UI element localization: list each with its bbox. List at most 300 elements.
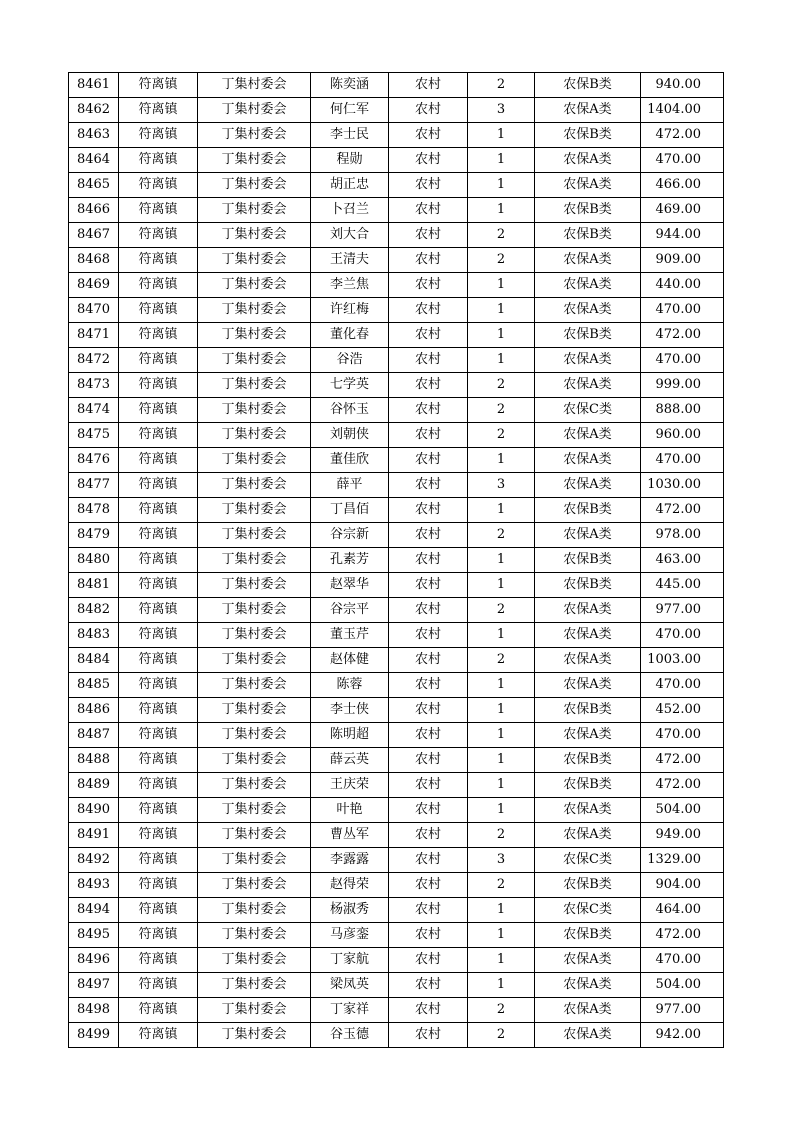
town-cell: 符离镇 xyxy=(119,423,198,448)
household-size-cell: 1 xyxy=(468,348,535,373)
amount-cell: 1003.00 xyxy=(641,648,724,673)
table-row xyxy=(69,448,724,473)
area-type-cell: 农村 xyxy=(389,948,468,973)
category-cell: 农保B类 xyxy=(535,748,641,773)
serial-number-cell: 8474 xyxy=(69,398,119,423)
area-type-cell: 农村 xyxy=(389,248,468,273)
name-cell: 赵翠华 xyxy=(311,573,389,598)
area-type-cell: 农村 xyxy=(389,223,468,248)
town-cell: 符离镇 xyxy=(119,623,198,648)
table-row xyxy=(69,898,724,923)
category-cell: 农保B类 xyxy=(535,123,641,148)
town-cell: 符离镇 xyxy=(119,273,198,298)
area-type-cell: 农村 xyxy=(389,298,468,323)
category-cell: 农保C类 xyxy=(535,398,641,423)
serial-number-cell: 8499 xyxy=(69,1023,119,1048)
serial-number-cell: 8497 xyxy=(69,973,119,998)
name-cell: 陈蓉 xyxy=(311,673,389,698)
area-type-cell: 农村 xyxy=(389,998,468,1023)
category-cell: 农保B类 xyxy=(535,323,641,348)
area-type-cell: 农村 xyxy=(389,173,468,198)
table-row xyxy=(69,648,724,673)
household-size-cell: 1 xyxy=(468,973,535,998)
village-committee-cell: 丁集村委会 xyxy=(198,148,311,173)
category-cell: 农保A类 xyxy=(535,723,641,748)
serial-number-cell: 8484 xyxy=(69,648,119,673)
category-cell: 农保A类 xyxy=(535,998,641,1023)
name-cell: 谷玉德 xyxy=(311,1023,389,1048)
town-cell: 符离镇 xyxy=(119,398,198,423)
table-row xyxy=(69,473,724,498)
table-row xyxy=(69,398,724,423)
village-committee-cell: 丁集村委会 xyxy=(198,648,311,673)
area-type-cell: 农村 xyxy=(389,523,468,548)
area-type-cell: 农村 xyxy=(389,373,468,398)
village-committee-cell: 丁集村委会 xyxy=(198,623,311,648)
town-cell: 符离镇 xyxy=(119,1023,198,1048)
category-cell: 农保A类 xyxy=(535,273,641,298)
amount-cell: 440.00 xyxy=(641,273,724,298)
area-type-cell: 农村 xyxy=(389,648,468,673)
table-row xyxy=(69,798,724,823)
serial-number-cell: 8476 xyxy=(69,448,119,473)
table-row xyxy=(69,273,724,298)
name-cell: 陈明超 xyxy=(311,723,389,748)
village-committee-cell: 丁集村委会 xyxy=(198,423,311,448)
amount-cell: 504.00 xyxy=(641,973,724,998)
area-type-cell: 农村 xyxy=(389,898,468,923)
town-cell: 符离镇 xyxy=(119,898,198,923)
amount-cell: 940.00 xyxy=(641,73,724,98)
table-row xyxy=(69,923,724,948)
table-row xyxy=(69,723,724,748)
area-type-cell: 农村 xyxy=(389,698,468,723)
town-cell: 符离镇 xyxy=(119,473,198,498)
amount-cell: 470.00 xyxy=(641,298,724,323)
area-type-cell: 农村 xyxy=(389,548,468,573)
area-type-cell: 农村 xyxy=(389,98,468,123)
serial-number-cell: 8465 xyxy=(69,173,119,198)
household-size-cell: 2 xyxy=(468,523,535,548)
amount-cell: 445.00 xyxy=(641,573,724,598)
household-size-cell: 1 xyxy=(468,123,535,148)
amount-cell: 470.00 xyxy=(641,448,724,473)
village-committee-cell: 丁集村委会 xyxy=(198,398,311,423)
serial-number-cell: 8471 xyxy=(69,323,119,348)
serial-number-cell: 8482 xyxy=(69,598,119,623)
category-cell: 农保A类 xyxy=(535,673,641,698)
village-committee-cell: 丁集村委会 xyxy=(198,773,311,798)
amount-cell: 977.00 xyxy=(641,598,724,623)
table-row xyxy=(69,598,724,623)
amount-cell: 464.00 xyxy=(641,898,724,923)
name-cell: 梁凤英 xyxy=(311,973,389,998)
household-size-cell: 1 xyxy=(468,748,535,773)
category-cell: 农保A类 xyxy=(535,448,641,473)
serial-number-cell: 8467 xyxy=(69,223,119,248)
household-size-cell: 1 xyxy=(468,448,535,473)
table-row xyxy=(69,498,724,523)
area-type-cell: 农村 xyxy=(389,348,468,373)
village-committee-cell: 丁集村委会 xyxy=(198,198,311,223)
table-row xyxy=(69,1023,724,1048)
area-type-cell: 农村 xyxy=(389,823,468,848)
household-size-cell: 1 xyxy=(468,173,535,198)
village-committee-cell: 丁集村委会 xyxy=(198,498,311,523)
serial-number-cell: 8478 xyxy=(69,498,119,523)
area-type-cell: 农村 xyxy=(389,848,468,873)
name-cell: 马彦銮 xyxy=(311,923,389,948)
household-size-cell: 2 xyxy=(468,248,535,273)
amount-cell: 452.00 xyxy=(641,698,724,723)
table-row xyxy=(69,773,724,798)
amount-cell: 904.00 xyxy=(641,873,724,898)
name-cell: 曹丛军 xyxy=(311,823,389,848)
category-cell: 农保A类 xyxy=(535,823,641,848)
household-size-cell: 1 xyxy=(468,798,535,823)
category-cell: 农保B类 xyxy=(535,73,641,98)
town-cell: 符离镇 xyxy=(119,848,198,873)
village-committee-cell: 丁集村委会 xyxy=(198,998,311,1023)
area-type-cell: 农村 xyxy=(389,923,468,948)
amount-cell: 470.00 xyxy=(641,348,724,373)
town-cell: 符离镇 xyxy=(119,373,198,398)
relief-roster-table xyxy=(68,72,724,1048)
town-cell: 符离镇 xyxy=(119,448,198,473)
amount-cell: 472.00 xyxy=(641,123,724,148)
amount-cell: 977.00 xyxy=(641,998,724,1023)
household-size-cell: 3 xyxy=(468,473,535,498)
household-size-cell: 2 xyxy=(468,1023,535,1048)
area-type-cell: 农村 xyxy=(389,273,468,298)
household-size-cell: 1 xyxy=(468,773,535,798)
serial-number-cell: 8498 xyxy=(69,998,119,1023)
category-cell: 农保B类 xyxy=(535,223,641,248)
town-cell: 符离镇 xyxy=(119,548,198,573)
household-size-cell: 1 xyxy=(468,723,535,748)
amount-cell: 472.00 xyxy=(641,773,724,798)
household-size-cell: 2 xyxy=(468,873,535,898)
area-type-cell: 农村 xyxy=(389,798,468,823)
household-size-cell: 1 xyxy=(468,948,535,973)
area-type-cell: 农村 xyxy=(389,448,468,473)
village-committee-cell: 丁集村委会 xyxy=(198,848,311,873)
name-cell: 孔素芳 xyxy=(311,548,389,573)
amount-cell: 469.00 xyxy=(641,198,724,223)
table-row xyxy=(69,523,724,548)
serial-number-cell: 8468 xyxy=(69,248,119,273)
serial-number-cell: 8477 xyxy=(69,473,119,498)
serial-number-cell: 8481 xyxy=(69,573,119,598)
category-cell: 农保A类 xyxy=(535,98,641,123)
serial-number-cell: 8480 xyxy=(69,548,119,573)
town-cell: 符离镇 xyxy=(119,173,198,198)
category-cell: 农保B类 xyxy=(535,773,641,798)
town-cell: 符离镇 xyxy=(119,348,198,373)
town-cell: 符离镇 xyxy=(119,223,198,248)
town-cell: 符离镇 xyxy=(119,648,198,673)
table-row xyxy=(69,423,724,448)
category-cell: 农保A类 xyxy=(535,298,641,323)
town-cell: 符离镇 xyxy=(119,573,198,598)
area-type-cell: 农村 xyxy=(389,673,468,698)
area-type-cell: 农村 xyxy=(389,723,468,748)
table-row xyxy=(69,973,724,998)
village-committee-cell: 丁集村委会 xyxy=(198,723,311,748)
table-row xyxy=(69,848,724,873)
village-committee-cell: 丁集村委会 xyxy=(198,873,311,898)
amount-cell: 470.00 xyxy=(641,623,724,648)
amount-cell: 944.00 xyxy=(641,223,724,248)
amount-cell: 999.00 xyxy=(641,373,724,398)
village-committee-cell: 丁集村委会 xyxy=(198,1023,311,1048)
serial-number-cell: 8466 xyxy=(69,198,119,223)
category-cell: 农保A类 xyxy=(535,373,641,398)
name-cell: 刘朝侠 xyxy=(311,423,389,448)
name-cell: 李兰焦 xyxy=(311,273,389,298)
amount-cell: 909.00 xyxy=(641,248,724,273)
name-cell: 刘大合 xyxy=(311,223,389,248)
name-cell: 赵得荣 xyxy=(311,873,389,898)
household-size-cell: 2 xyxy=(468,398,535,423)
serial-number-cell: 8475 xyxy=(69,423,119,448)
village-committee-cell: 丁集村委会 xyxy=(198,573,311,598)
village-committee-cell: 丁集村委会 xyxy=(198,173,311,198)
village-committee-cell: 丁集村委会 xyxy=(198,448,311,473)
name-cell: 谷宗平 xyxy=(311,598,389,623)
area-type-cell: 农村 xyxy=(389,323,468,348)
town-cell: 符离镇 xyxy=(119,323,198,348)
table-row xyxy=(69,123,724,148)
area-type-cell: 农村 xyxy=(389,148,468,173)
category-cell: 农保A类 xyxy=(535,148,641,173)
amount-cell: 960.00 xyxy=(641,423,724,448)
village-committee-cell: 丁集村委会 xyxy=(198,273,311,298)
category-cell: 农保A类 xyxy=(535,648,641,673)
category-cell: 农保A类 xyxy=(535,948,641,973)
name-cell: 王庆荣 xyxy=(311,773,389,798)
table-row xyxy=(69,548,724,573)
household-size-cell: 2 xyxy=(468,648,535,673)
household-size-cell: 2 xyxy=(468,998,535,1023)
household-size-cell: 1 xyxy=(468,898,535,923)
town-cell: 符离镇 xyxy=(119,773,198,798)
area-type-cell: 农村 xyxy=(389,473,468,498)
household-size-cell: 1 xyxy=(468,548,535,573)
name-cell: 薛云英 xyxy=(311,748,389,773)
town-cell: 符离镇 xyxy=(119,698,198,723)
village-committee-cell: 丁集村委会 xyxy=(198,523,311,548)
table-row xyxy=(69,73,724,98)
area-type-cell: 农村 xyxy=(389,623,468,648)
amount-cell: 949.00 xyxy=(641,823,724,848)
category-cell: 农保A类 xyxy=(535,523,641,548)
village-committee-cell: 丁集村委会 xyxy=(198,748,311,773)
name-cell: 杨淑秀 xyxy=(311,898,389,923)
household-size-cell: 1 xyxy=(468,673,535,698)
village-committee-cell: 丁集村委会 xyxy=(198,473,311,498)
town-cell: 符离镇 xyxy=(119,823,198,848)
name-cell: 丁家祥 xyxy=(311,998,389,1023)
amount-cell: 470.00 xyxy=(641,673,724,698)
area-type-cell: 农村 xyxy=(389,423,468,448)
table-row xyxy=(69,173,724,198)
village-committee-cell: 丁集村委会 xyxy=(198,548,311,573)
serial-number-cell: 8494 xyxy=(69,898,119,923)
town-cell: 符离镇 xyxy=(119,198,198,223)
name-cell: 李露露 xyxy=(311,848,389,873)
town-cell: 符离镇 xyxy=(119,523,198,548)
village-committee-cell: 丁集村委会 xyxy=(198,373,311,398)
area-type-cell: 农村 xyxy=(389,573,468,598)
serial-number-cell: 8490 xyxy=(69,798,119,823)
category-cell: 农保B类 xyxy=(535,573,641,598)
town-cell: 符离镇 xyxy=(119,723,198,748)
table-row xyxy=(69,998,724,1023)
household-size-cell: 1 xyxy=(468,573,535,598)
serial-number-cell: 8496 xyxy=(69,948,119,973)
serial-number-cell: 8492 xyxy=(69,848,119,873)
table-row xyxy=(69,98,724,123)
name-cell: 董化春 xyxy=(311,323,389,348)
name-cell: 许红梅 xyxy=(311,298,389,323)
serial-number-cell: 8486 xyxy=(69,698,119,723)
serial-number-cell: 8463 xyxy=(69,123,119,148)
table-row xyxy=(69,748,724,773)
town-cell: 符离镇 xyxy=(119,948,198,973)
village-committee-cell: 丁集村委会 xyxy=(198,323,311,348)
household-size-cell: 3 xyxy=(468,98,535,123)
town-cell: 符离镇 xyxy=(119,148,198,173)
household-size-cell: 2 xyxy=(468,73,535,98)
town-cell: 符离镇 xyxy=(119,748,198,773)
area-type-cell: 农村 xyxy=(389,398,468,423)
amount-cell: 470.00 xyxy=(641,948,724,973)
category-cell: 农保A类 xyxy=(535,423,641,448)
household-size-cell: 2 xyxy=(468,823,535,848)
table-row xyxy=(69,948,724,973)
amount-cell: 978.00 xyxy=(641,523,724,548)
area-type-cell: 农村 xyxy=(389,1023,468,1048)
household-size-cell: 1 xyxy=(468,623,535,648)
village-committee-cell: 丁集村委会 xyxy=(198,948,311,973)
category-cell: 农保A类 xyxy=(535,348,641,373)
serial-number-cell: 8470 xyxy=(69,298,119,323)
table-row xyxy=(69,223,724,248)
category-cell: 农保A类 xyxy=(535,623,641,648)
serial-number-cell: 8473 xyxy=(69,373,119,398)
table-row xyxy=(69,573,724,598)
area-type-cell: 农村 xyxy=(389,873,468,898)
serial-number-cell: 8462 xyxy=(69,98,119,123)
name-cell: 李士民 xyxy=(311,123,389,148)
category-cell: 农保B类 xyxy=(535,498,641,523)
category-cell: 农保C类 xyxy=(535,848,641,873)
table-row xyxy=(69,298,724,323)
household-size-cell: 1 xyxy=(468,498,535,523)
village-committee-cell: 丁集村委会 xyxy=(198,298,311,323)
village-committee-cell: 丁集村委会 xyxy=(198,348,311,373)
table-row xyxy=(69,873,724,898)
category-cell: 农保C类 xyxy=(535,898,641,923)
amount-cell: 466.00 xyxy=(641,173,724,198)
table-row xyxy=(69,198,724,223)
category-cell: 农保B类 xyxy=(535,198,641,223)
area-type-cell: 农村 xyxy=(389,748,468,773)
village-committee-cell: 丁集村委会 xyxy=(198,823,311,848)
category-cell: 农保B类 xyxy=(535,923,641,948)
town-cell: 符离镇 xyxy=(119,123,198,148)
category-cell: 农保A类 xyxy=(535,473,641,498)
amount-cell: 472.00 xyxy=(641,748,724,773)
name-cell: 李士侠 xyxy=(311,698,389,723)
household-size-cell: 1 xyxy=(468,148,535,173)
table-row xyxy=(69,248,724,273)
town-cell: 符离镇 xyxy=(119,73,198,98)
amount-cell: 470.00 xyxy=(641,723,724,748)
category-cell: 农保B类 xyxy=(535,698,641,723)
town-cell: 符离镇 xyxy=(119,798,198,823)
name-cell: 董佳欣 xyxy=(311,448,389,473)
town-cell: 符离镇 xyxy=(119,873,198,898)
amount-cell: 463.00 xyxy=(641,548,724,573)
town-cell: 符离镇 xyxy=(119,498,198,523)
serial-number-cell: 8483 xyxy=(69,623,119,648)
serial-number-cell: 8472 xyxy=(69,348,119,373)
name-cell: 薛平 xyxy=(311,473,389,498)
table-row xyxy=(69,348,724,373)
amount-cell: 472.00 xyxy=(641,323,724,348)
serial-number-cell: 8493 xyxy=(69,873,119,898)
household-size-cell: 3 xyxy=(468,848,535,873)
category-cell: 农保A类 xyxy=(535,1023,641,1048)
area-type-cell: 农村 xyxy=(389,973,468,998)
amount-cell: 942.00 xyxy=(641,1023,724,1048)
table-row xyxy=(69,623,724,648)
amount-cell: 504.00 xyxy=(641,798,724,823)
town-cell: 符离镇 xyxy=(119,998,198,1023)
household-size-cell: 1 xyxy=(468,323,535,348)
household-size-cell: 1 xyxy=(468,198,535,223)
town-cell: 符离镇 xyxy=(119,598,198,623)
village-committee-cell: 丁集村委会 xyxy=(198,673,311,698)
amount-cell: 1030.00 xyxy=(641,473,724,498)
town-cell: 符离镇 xyxy=(119,98,198,123)
serial-number-cell: 8461 xyxy=(69,73,119,98)
name-cell: 七学英 xyxy=(311,373,389,398)
village-committee-cell: 丁集村委会 xyxy=(198,123,311,148)
name-cell: 叶艳 xyxy=(311,798,389,823)
name-cell: 程勋 xyxy=(311,148,389,173)
table-row xyxy=(69,373,724,398)
serial-number-cell: 8488 xyxy=(69,748,119,773)
household-size-cell: 1 xyxy=(468,698,535,723)
town-cell: 符离镇 xyxy=(119,298,198,323)
serial-number-cell: 8485 xyxy=(69,673,119,698)
serial-number-cell: 8479 xyxy=(69,523,119,548)
relief-roster-sheet xyxy=(68,72,724,1048)
category-cell: 农保A类 xyxy=(535,973,641,998)
household-size-cell: 2 xyxy=(468,598,535,623)
amount-cell: 888.00 xyxy=(641,398,724,423)
village-committee-cell: 丁集村委会 xyxy=(198,898,311,923)
amount-cell: 1404.00 xyxy=(641,98,724,123)
serial-number-cell: 8491 xyxy=(69,823,119,848)
household-size-cell: 1 xyxy=(468,923,535,948)
household-size-cell: 2 xyxy=(468,223,535,248)
name-cell: 胡正忠 xyxy=(311,173,389,198)
category-cell: 农保A类 xyxy=(535,173,641,198)
